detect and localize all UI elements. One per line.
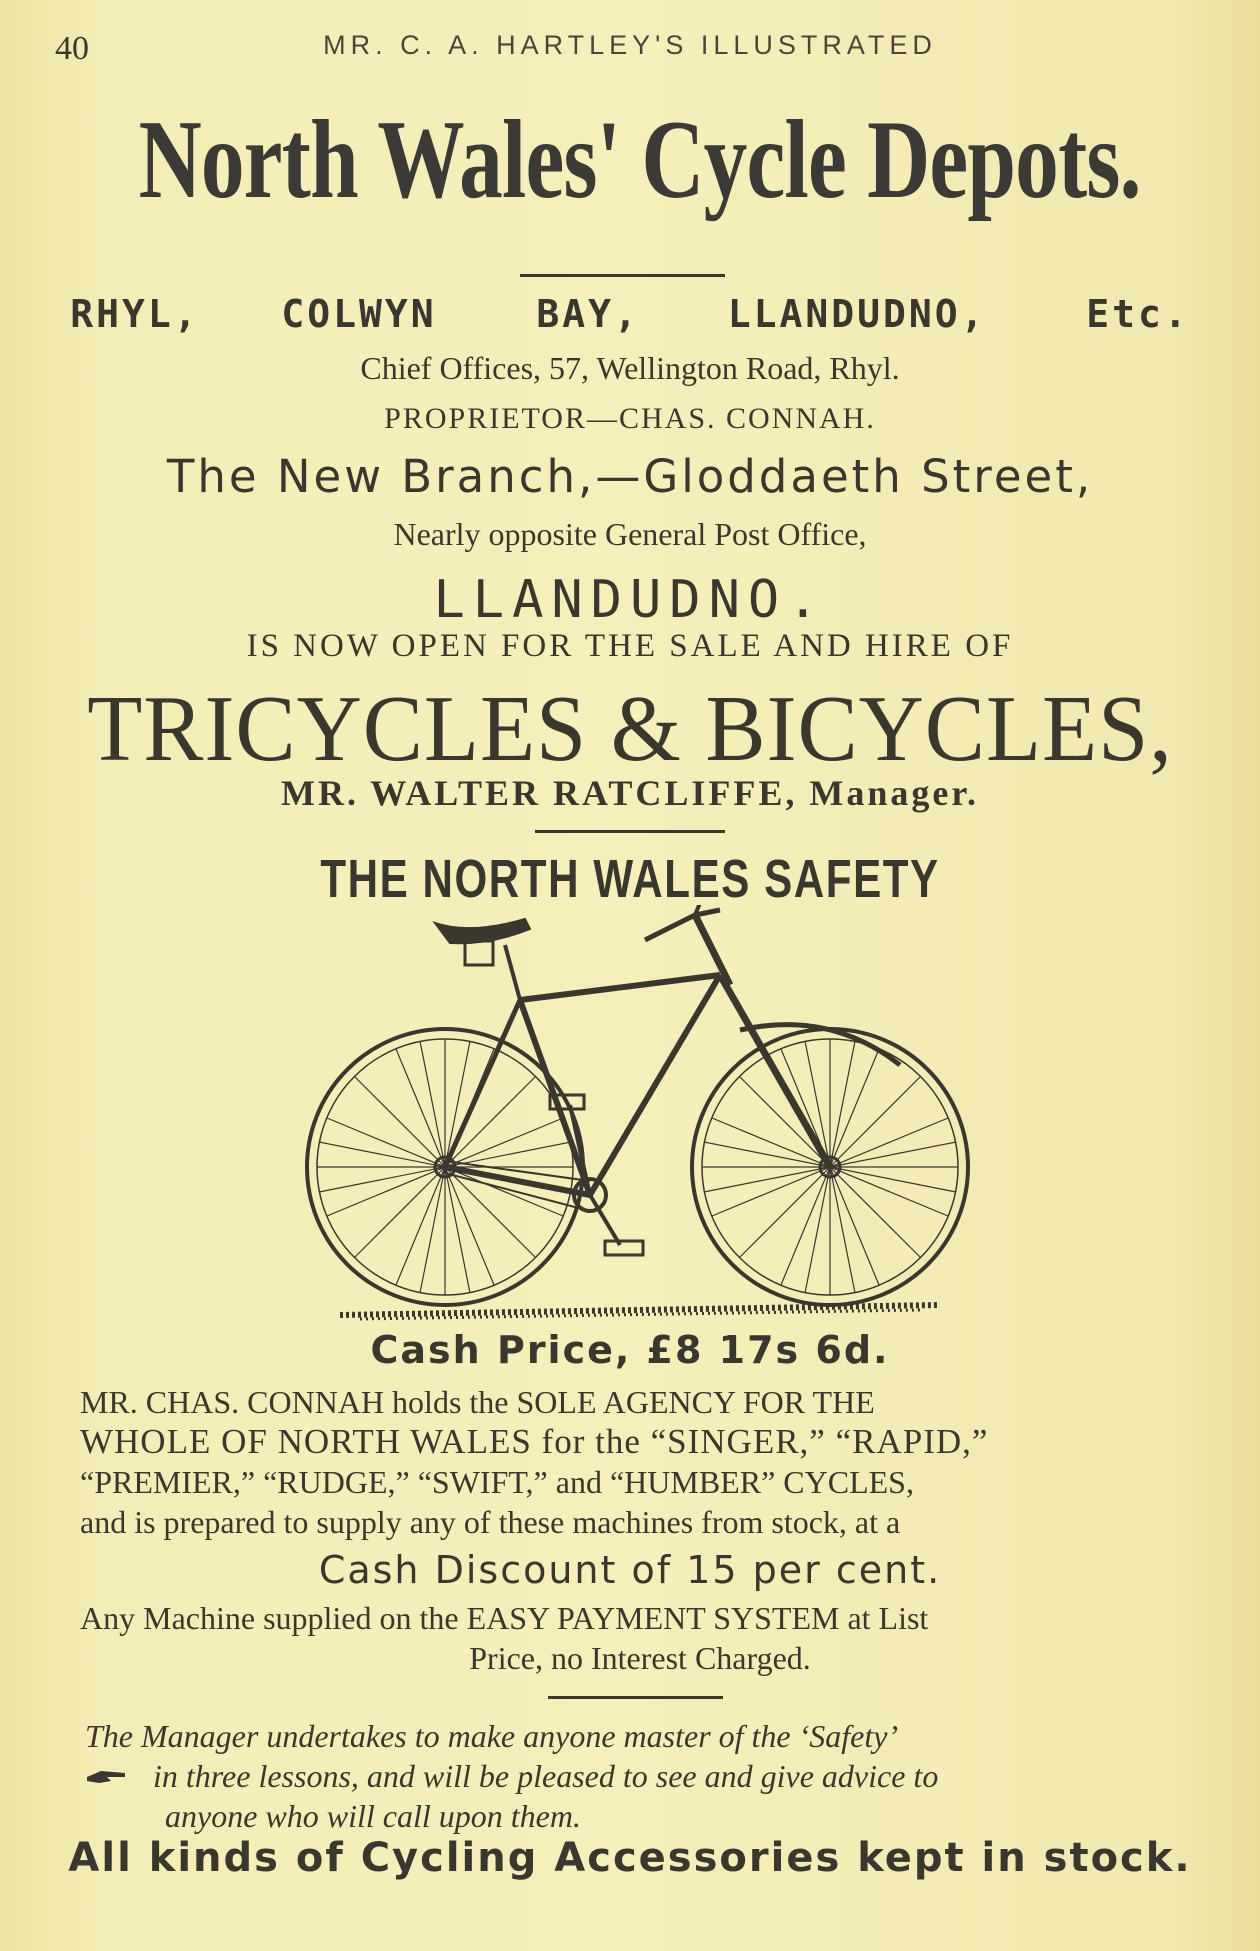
running-title: MR. C. A. HARTLEY'S ILLUSTRATED xyxy=(323,30,937,60)
chief-offices: Chief Offices, 57, Wellington Road, Rhyl. xyxy=(360,350,900,386)
town-colwyn: COLWYN xyxy=(281,292,437,336)
nearly-opposite: Nearly opposite General Post Office, xyxy=(393,516,867,552)
now-open: IS NOW OPEN FOR THE SALE AND HIRE OF xyxy=(246,628,1014,664)
proprietor: PROPRIETOR—CHAS. CONNAH. xyxy=(384,402,876,435)
town-bay: BAY, xyxy=(536,292,640,336)
payment-paragraph xyxy=(80,1598,1200,1678)
lessons-paragraph xyxy=(85,1716,1200,1836)
branch-town: LLANDUDNO. xyxy=(433,570,827,630)
town-rhyl: RHYL, xyxy=(70,292,200,336)
payment-line-2: Price, no Interest Charged. xyxy=(469,1640,811,1676)
lessons-line-2: in three lessons, and will be pleased to see and give advice to xyxy=(153,1758,939,1794)
cash-price: Cash Price, £8 17s 6d. xyxy=(370,1328,890,1372)
ad-title: North Wales' Cycle Depots. xyxy=(138,98,1141,222)
payment-rule xyxy=(548,1696,723,1699)
safety-title: THE NORTH WALES SAFETY xyxy=(320,849,940,909)
lessons-line-3: anyone who will call upon them. xyxy=(165,1798,581,1834)
safety-bicycle-illustration xyxy=(300,905,980,1325)
agency-line-2: WHOLE OF NORTH WALES for the “SINGER,” “RAPID,” xyxy=(80,1422,989,1461)
cash-discount: Cash Discount of 15 per cent. xyxy=(318,1548,942,1592)
manager-rule xyxy=(535,830,725,833)
page-number: 40 xyxy=(55,30,89,67)
agency-paragraph xyxy=(80,1382,1200,1542)
payment-line-1: Any Machine supplied on the EASY PAYMENT SYSTEM at List xyxy=(80,1600,929,1636)
accessories-line: All kinds of Cycling Accessories kept in stock. xyxy=(68,1835,1192,1881)
title-rule xyxy=(520,274,725,277)
pointing-hand-icon xyxy=(85,1765,129,1787)
lessons-line-1: The Manager undertakes to make anyone master of the ‘Safety’ xyxy=(85,1718,899,1754)
agency-line-3: “PREMIER,” “RUDGE,” “SWIFT,” and “HUMBER” CYCLES, xyxy=(80,1464,914,1500)
town-etc: Etc. xyxy=(1086,292,1190,336)
towns-line xyxy=(0,292,1260,336)
agency-line-1: MR. CHAS. CONNAH holds the SOLE AGENCY FOR THE xyxy=(80,1384,875,1420)
town-llandudno: LLANDUDNO, xyxy=(727,292,987,336)
manager: MR. WALTER RATCLIFFE, Manager. xyxy=(280,773,980,813)
agency-line-4: and is prepared to supply any of these machines from stock, at a xyxy=(80,1504,901,1540)
new-branch: The New Branch,—Gloddaeth Street, xyxy=(166,450,1094,503)
headline: TRICYCLES & BICYCLES, xyxy=(87,677,1173,781)
lessons-line-2-wrap xyxy=(85,1756,1200,1796)
